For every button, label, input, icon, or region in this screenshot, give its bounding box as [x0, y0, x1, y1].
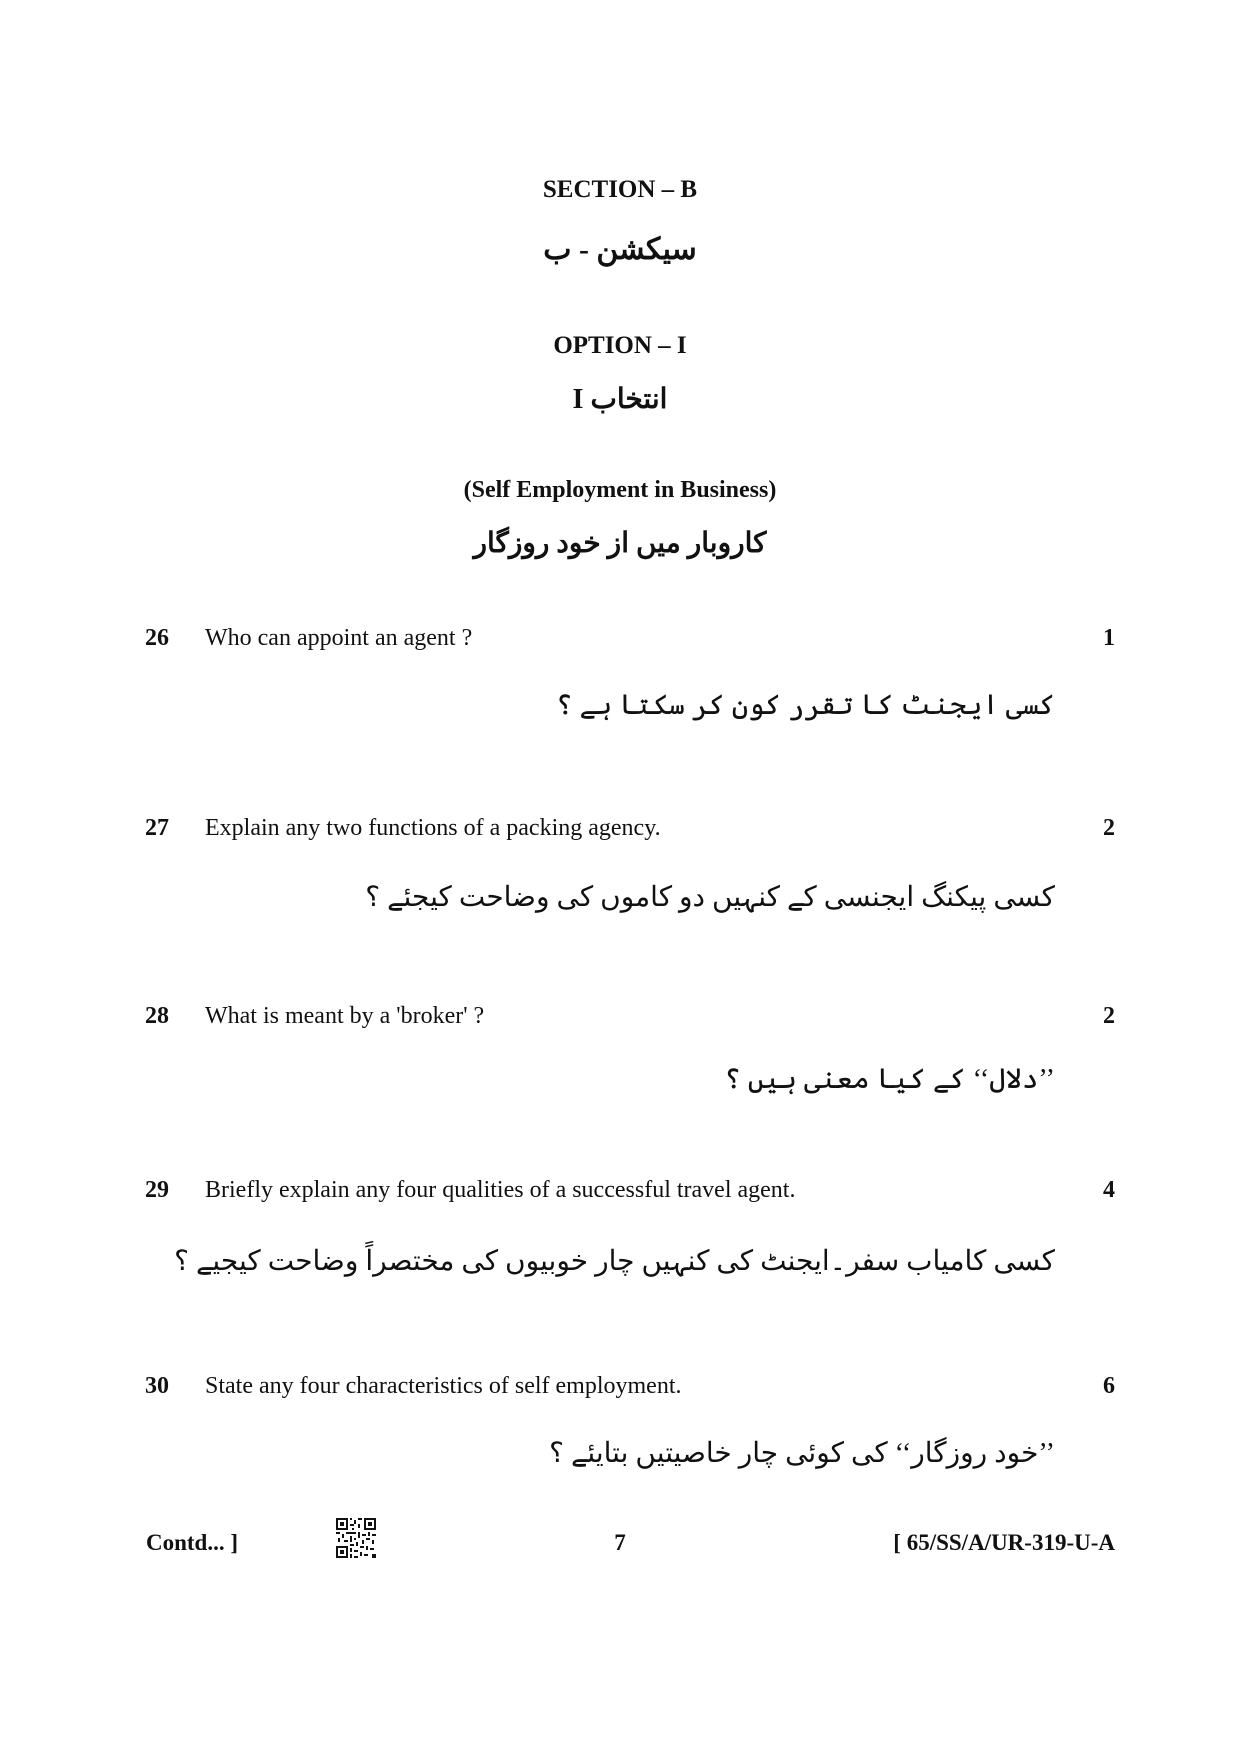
question-text: State any four characteristics of self employment.	[205, 1373, 682, 1399]
question-marks: 2	[1103, 815, 1115, 841]
question-number: 29	[145, 1177, 169, 1203]
question-text-urdu: ’’دلال‘‘ کے کیا معنی ہیں ؟	[724, 1064, 1055, 1095]
question-text: What is meant by a 'broker' ?	[205, 1003, 485, 1029]
section-heading: SECTION – B	[542, 176, 698, 203]
question-text-urdu: کسی پیکنگ ایجنسی کے کنہیں دو کاموں کی وضاحت کیجئے ؟	[365, 882, 1055, 913]
option-heading-urdu: انتخاب I	[572, 384, 668, 415]
question-number: 28	[145, 1003, 169, 1029]
question-marks: 2	[1103, 1003, 1115, 1029]
question-text: Explain any two functions of a packing agency.	[205, 815, 661, 841]
footer-continued: Contd... ]	[146, 1530, 239, 1555]
question-marks: 6	[1103, 1373, 1115, 1399]
question-text: Who can appoint an agent ?	[205, 625, 473, 651]
topic-heading-urdu: کاروبار میں از خود روزگار	[473, 528, 767, 559]
question-number: 27	[145, 815, 169, 841]
question-number: 26	[145, 625, 169, 651]
question-text-urdu: کسی ایجنٹ کا تقرر کون کر سکتا ہے ؟	[556, 690, 1055, 721]
question-text-urdu: ’’خود روزگار‘‘ کی کوئی چار خاصیتیں بتایئے ؟	[549, 1438, 1055, 1469]
question-text-urdu: کسی کامیاب سفر۔ایجنٹ کی کنہیں چار خوبیوں کی مختصراً وضاحت کیجیے ؟	[174, 1246, 1055, 1277]
option-heading: OPTION – I	[553, 332, 687, 359]
question-marks: 1	[1103, 625, 1115, 651]
question-marks: 4	[1103, 1177, 1115, 1203]
section-heading-urdu: سیکشن - ب	[543, 233, 697, 266]
topic-heading: (Self Employment in Business)	[463, 477, 777, 503]
question-number: 30	[145, 1373, 169, 1399]
page-number: 7	[614, 1530, 626, 1555]
question-text: Briefly explain any four qualities of a successful travel agent.	[205, 1177, 796, 1203]
paper-code: [ 65/SS/A/UR-319-U-A	[893, 1530, 1115, 1555]
